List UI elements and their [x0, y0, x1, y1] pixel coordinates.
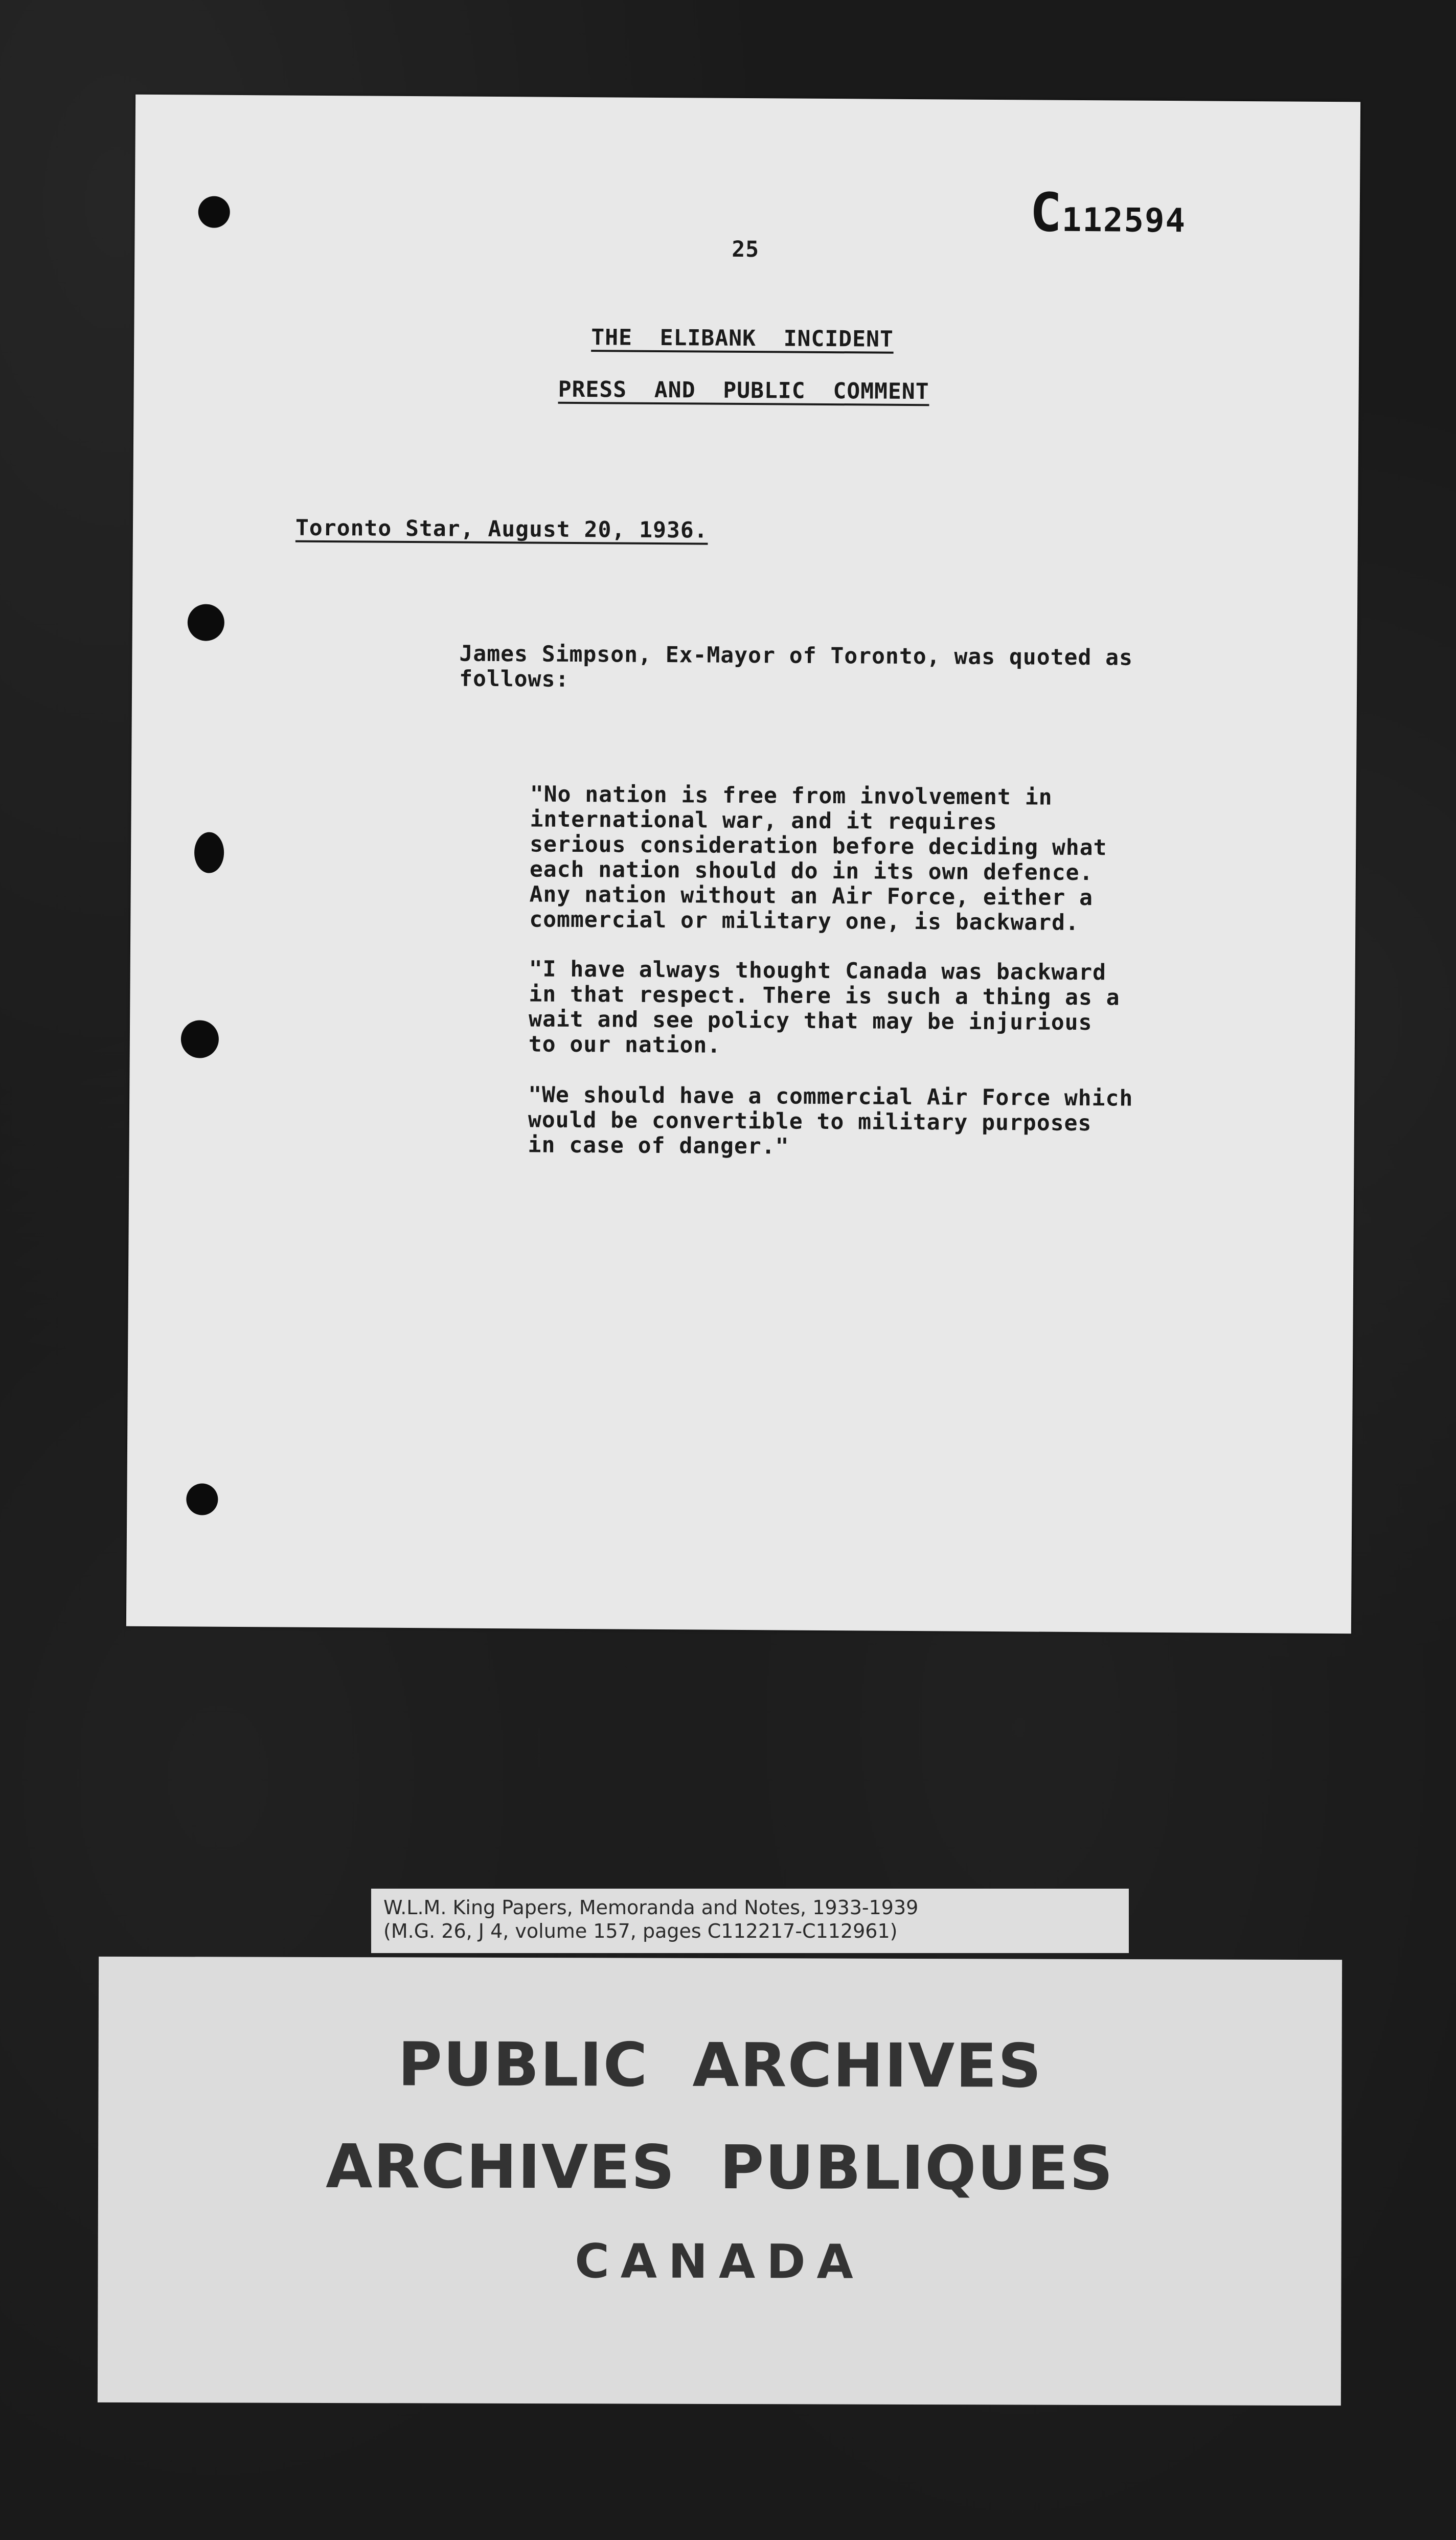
punch-hole-4: [181, 1020, 219, 1058]
source-citation: Toronto Star, August 20, 1936.: [295, 515, 708, 543]
punch-hole-2: [188, 604, 224, 641]
quote-line: wait and see policy that may be injurious: [528, 1006, 1093, 1036]
quote-line: in that respect. There is such a thing as a: [529, 981, 1120, 1011]
citation-line-1: W.L.M. King Papers, Memoranda and Notes, 1933-1939: [383, 1896, 919, 1919]
document-subtitle: PRESS AND PUBLIC COMMENT: [558, 376, 929, 405]
quote-line: serious consideration before deciding what: [530, 831, 1107, 861]
quote-line: international war, and it requires: [530, 806, 997, 835]
typed-document-page: [126, 95, 1360, 1634]
quote-line: in case of danger.": [528, 1132, 789, 1160]
intro-line: James Simpson, Ex-Mayor of Toronto, was quoted as: [459, 641, 1133, 671]
punch-hole-3: [194, 832, 224, 873]
quote-line: to our nation.: [528, 1031, 721, 1058]
quote-paragraph-2: [529, 957, 1120, 1060]
quote-line: commercial or military one, is backward.: [529, 906, 1079, 936]
intro-line: follows:: [459, 666, 570, 692]
punch-hole-1: [198, 196, 230, 228]
quote-line: Any nation without an Air Force, either a: [529, 881, 1094, 911]
quote-line: "We should have a commercial Air Force which: [528, 1082, 1133, 1112]
archive-country: CANADA: [575, 2234, 864, 2289]
quote-paragraph-3: [528, 1082, 1133, 1161]
citation-line-2: (M.G. 26, J 4, volume 157, pages C112217-C112961): [383, 1920, 898, 1942]
archive-name-french: ARCHIVES PUBLIQUES: [326, 2130, 1114, 2204]
reference-prefix: C: [1029, 181, 1062, 244]
reference-number: 112594: [1061, 201, 1187, 240]
quote-line: would be convertible to military purposes: [528, 1107, 1092, 1137]
public-archives-card: [98, 1957, 1342, 2406]
collection-citation-strip: [371, 1889, 1129, 1953]
reference-number-stamp: [1010, 171, 1186, 254]
intro-paragraph: [459, 642, 1133, 696]
quote-line: "No nation is free from involvement in: [530, 781, 1053, 810]
page-number: 25: [732, 236, 760, 263]
quote-line: "I have always thought Canada was backward: [529, 956, 1107, 986]
quote-paragraph-1: [529, 782, 1107, 936]
document-title: THE ELIBANK INCIDENT: [591, 325, 894, 352]
punch-hole-5: [186, 1483, 218, 1515]
quote-line: each nation should do in its own defence.: [529, 856, 1094, 886]
archive-name-english: PUBLIC ARCHIVES: [398, 2029, 1043, 2101]
